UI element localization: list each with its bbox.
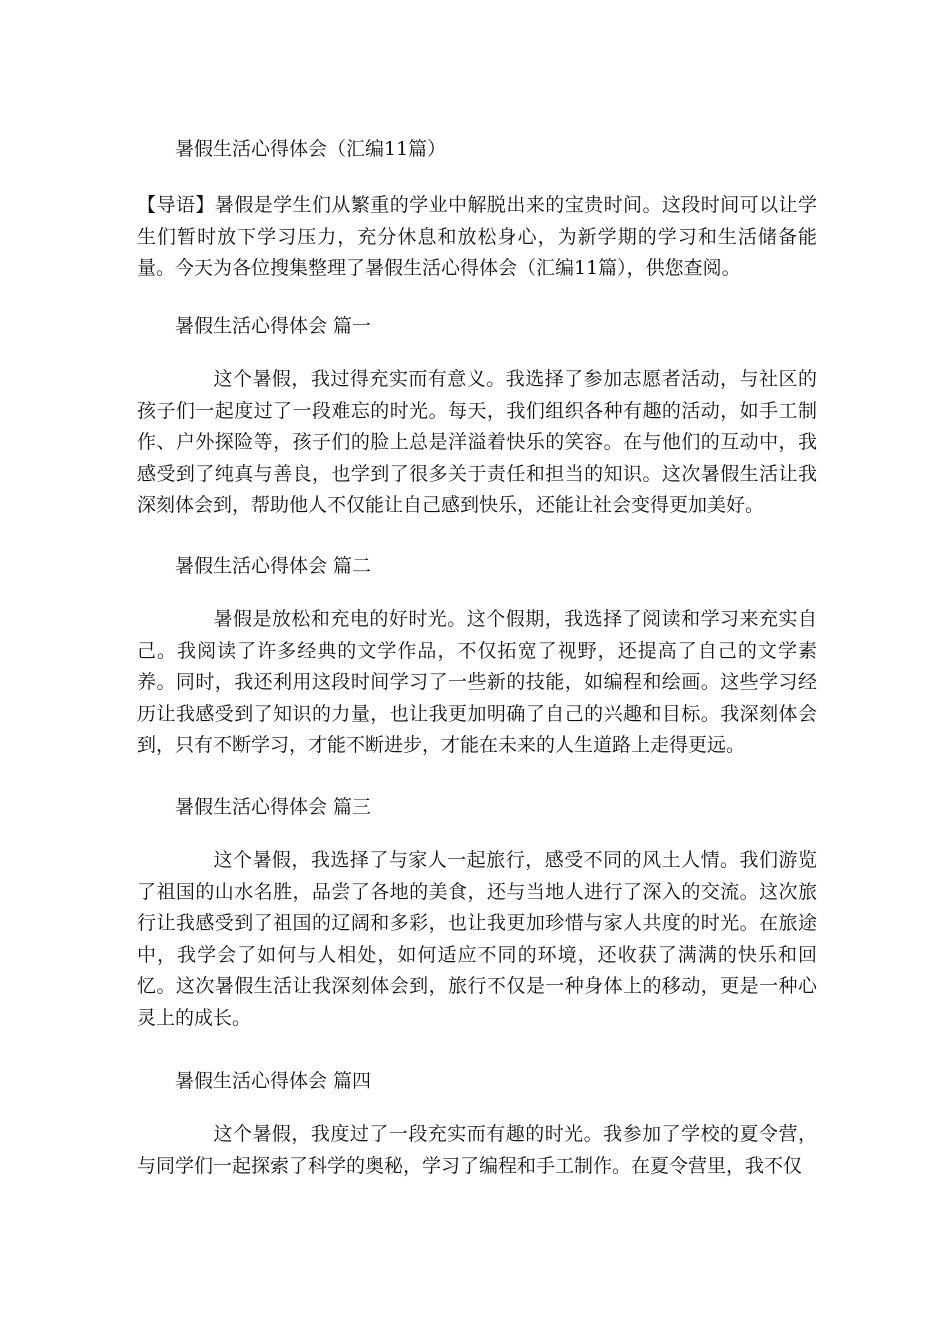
section-body-4 xyxy=(137,1119,817,1182)
document-title: 暑假生活心得体会（汇编11篇） xyxy=(175,138,447,160)
intro-text: 【导语】暑假是学生们从繁重的学业中解脱出来的宝贵时间。这段时间可以让学生们暂时放下学习压力，充分休息和放松身心，为新学期的学习和生活储备能量。今天为各位搜集整理了暑假生活心得体会（汇编11篇），供您查阅。 xyxy=(137,194,817,279)
section-body-text-4: 这个暑假，我度过了一段充实而有趣的时光。我参加了学校的夏令营，与同学们一起探索了科学的奥秘，学习了编程和手工制作。在夏令营里，我不仅 xyxy=(137,1123,817,1177)
section-heading-4: 暑假生活心得体会 篇四 xyxy=(175,1070,372,1092)
section-heading-3: 暑假生活心得体会 篇三 xyxy=(175,796,372,818)
section-body-text-3: 这个暑假，我选择了与家人一起旅行，感受不同的风土人情。我们游览了祖国的山水名胜，品尝了各地的美食，还与当地人进行了深入的交流。这次旅行让我感受到了祖国的辽阔和多彩，也让我更加珍惜与家人共度的时光。在旅途中，我学会了如何与人相处，如何适应不同的环境，还收获了满满的快乐和回忆。这次暑假生活让我深刻体会到，旅行不仅是一种身体上的移动，更是一种心灵上的成长。 xyxy=(137,849,817,1029)
section-heading-2: 暑假生活心得体会 篇二 xyxy=(175,555,372,577)
section-body-2 xyxy=(137,604,817,762)
section-body-1 xyxy=(137,364,817,522)
section-heading-1: 暑假生活心得体会 篇一 xyxy=(175,315,372,337)
intro-paragraph xyxy=(137,190,817,285)
section-body-text-1: 这个暑假，我过得充实而有意义。我选择了参加志愿者活动，与社区的孩子们一起度过了一段难忘的时光。每天，我们组织各种有趣的活动，如手工制作、户外探险等，孩子们的脸上总是洋溢着快乐的笑容。在与他们的互动中，我感受到了纯真与善良，也学到了很多关于责任和担当的知识。这次暑假生活让我深刻体会到，帮助他人不仅能让自己感到快乐，还能让社会变得更加美好。 xyxy=(137,368,817,516)
section-body-text-2: 暑假是放松和充电的好时光。这个假期，我选择了阅读和学习来充实自己。我阅读了许多经典的文学作品，不仅拓宽了视野，还提高了自己的文学素养。同时，我还利用这段时间学习了一些新的技能，如编程和绘画。这些学习经历让我感受到了知识的力量，也让我更加明确了自己的兴趣和目标。我深刻体会到，只有不断学习，才能不断进步，才能在未来的人生道路上走得更远。 xyxy=(137,608,817,756)
section-body-3 xyxy=(137,845,817,1034)
